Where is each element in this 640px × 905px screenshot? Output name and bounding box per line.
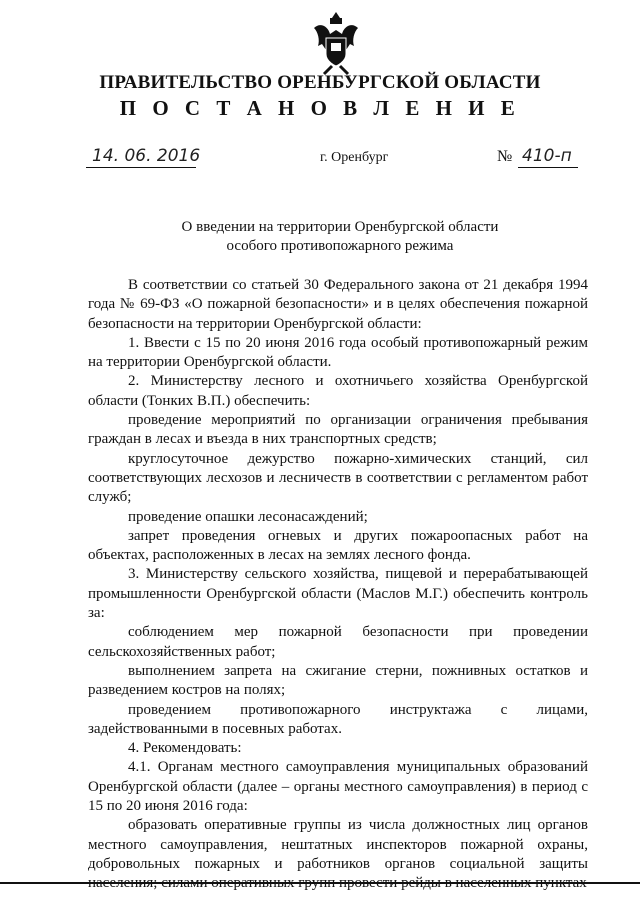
document-city: г. Оренбург	[320, 150, 389, 165]
paragraph: 3. Министерству сельского хозяйства, пищевой и перерабатывающей промышленности Оренбургской области (Маслов М.Г.) обеспечить контроль за:	[88, 566, 588, 622]
paragraph: проведение опашки лесонасаждений;	[128, 508, 368, 525]
paragraph: 1. Ввести с 15 по 20 июня 2016 года особый противопожарный режим на территории Оренбургской области.	[88, 334, 588, 371]
paragraph: выполнением запрета на сжигание стерни, пожнивных остатков и разведением костров на полях;	[88, 662, 588, 699]
paragraph: 2. Министерству лесного и охотничьего хозяйства Оренбургской области (Тонких В.П.) обеспечить:	[88, 373, 588, 409]
document-date: 14. 06. 2016	[92, 146, 201, 166]
number-underline	[518, 167, 578, 168]
title-line: О введении на территории Оренбургской области	[181, 219, 499, 235]
document-title	[0, 218, 640, 256]
paragraph: образовать оперативные группы из числа должностных лиц органов местного самоуправления, нештатных инспекторов пожарной охраны, добровольных пожарных и работников органов социальной защиты населения; силами оперативных групп провести рейды в населенных пунктах	[88, 817, 588, 892]
coat-of-arms-icon	[310, 10, 362, 76]
paragraph: проведением противопожарного инструктажа с лицами, задействованными в посевных работах.	[88, 701, 588, 737]
paragraph: 4. Рекомендовать:	[128, 740, 242, 757]
paragraph: запрет проведения огневых и других пожароопасных работ на объектах, расположенных в лесах на землях лесного фонда.	[88, 527, 588, 564]
document-number: 410-п	[522, 146, 572, 166]
paragraph: соблюдением мер пожарной безопасности при проведении сельскохозяйственных работ;	[88, 624, 588, 660]
document-type: П О С Т А Н О В Л Е Н И Е	[119, 96, 521, 120]
title-line: особого противопожарного режима	[226, 238, 454, 254]
organization-name: ПРАВИТЕЛЬСТВО ОРЕНБУРГСКОЙ ОБЛАСТИ	[99, 72, 541, 93]
paragraph: 4.1. Органам местного самоуправления муниципальных образований Оренбургской области (далее – органы местного самоуправления) в период с 15 по 20 июня 2016 года:	[88, 759, 588, 815]
document-body	[88, 276, 588, 894]
date-underline	[86, 167, 196, 168]
number-label: №	[497, 148, 513, 165]
paragraph: В соответствии со статьей 30 Федерального закона от 21 декабря 1994 года № 69-ФЗ «О пожарной безопасности» и в целях обеспечения пожарной безопасности на территории Оренбургской области:	[88, 277, 588, 332]
paragraph: проведение мероприятий по организации ограничения пребывания граждан в лесах и въезда в них транспортных средств;	[88, 412, 588, 448]
page-bottom-rule	[0, 882, 640, 884]
paragraph: круглосуточное дежурство пожарно-химических станций, сил соответствующих лесхозов и лесничеств в соответствии с регламентом работ служб;	[88, 450, 588, 506]
